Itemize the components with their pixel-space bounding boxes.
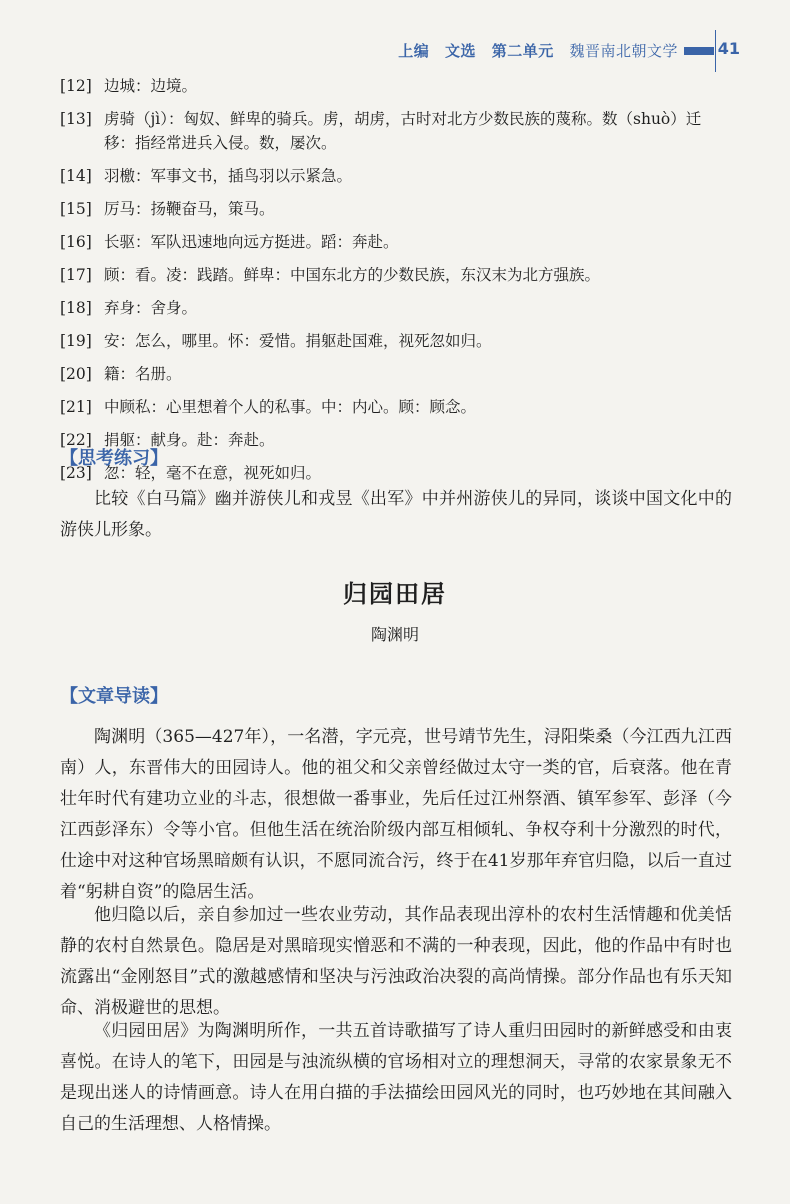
footnote-number: [13] [60, 110, 92, 128]
footnote-text: 捐躯：献身。赴：奔赴。 [104, 431, 275, 449]
footnote-text: 边城：边境。 [104, 77, 198, 95]
footnote-text: 虏骑（jì）：匈奴、鲜卑的骑兵。虏，胡虏，古时对北方少数民族的蔑称。数（shuò）迁移：指经常进兵入侵。数，屡次。 [104, 110, 702, 152]
footnote-text: 顾：看。凌：践踏。鲜卑：中国东北方的少数民族，东汉末为北方强族。 [104, 266, 601, 284]
footnote-number: [12] [60, 77, 92, 95]
footnote-text: 羽檄：军事文书，插鸟羽以示紧急。 [104, 167, 353, 185]
guide-paragraph-1: 陶渊明（365—427年），一名潜，字元亮，世号靖节先生，浔阳柴桑（今江西九江西南）人，东晋伟大的田园诗人。他的祖父和父亲曾经做过太守一类的官，后衰落。他在青壮年时代有建功立业的斗志，很想做一番事业，先后任过江州祭酒、镇军参军、彭泽（今江西彭泽东）令等小官。但他生活在统治阶级内部互相倾轧、争权夺利十分激烈的时代，仕途中对这种官场黑暗颇有认识，不愿同流合污，终于在41岁那年弃官归隐，以后一直过着“躬耕自资”的隐居生活。 [60, 727, 732, 902]
footnote-number: [16] [60, 233, 92, 251]
header-unit: 第二单元 [491, 42, 554, 60]
footnote-number: [20] [60, 365, 92, 383]
footnote-number: [22] [60, 431, 92, 449]
footnote-number: [21] [60, 398, 92, 416]
header-section: 文选 [444, 42, 476, 60]
guide-heading: 【文章导读】 [60, 686, 168, 707]
footnote-text: 忽：轻，毫不在意，视死如归。 [104, 464, 322, 482]
footnote-item [60, 362, 730, 386]
footnote-text: 厉马：扬鞭奋马，策马。 [104, 200, 275, 218]
footnote-item [60, 329, 730, 353]
footnote-item [60, 74, 730, 98]
poem-author: 陶渊明 [370, 625, 419, 644]
exercise-heading: 【思考练习】 [60, 448, 168, 469]
footnote-text: 中顾私：心里想着个人的私事。中：内心。顾：顾念。 [104, 398, 477, 416]
guide-paragraph-3: 《归园田居》为陶渊明所作，一共五首诗歌描写了诗人重归田园时的新鲜感受和由衷喜悦。在诗人的笔下，田园是与浊流纵横的官场相对立的理想洞天，寻常的农家景象无不是现出迷人的诗情画意。诗人在用白描的手法描绘田园风光的同时，也巧妙地在其间融入自己的生活理想、人格情操。 [60, 1021, 732, 1134]
footnote-number: [23] [60, 464, 92, 482]
footnote-number: [14] [60, 167, 92, 185]
footnote-text: 安：怎么，哪里。怀：爱惜。捐躯赴国难，视死忽如归。 [104, 332, 492, 350]
page-number: 41 [717, 39, 740, 58]
footnote-item [60, 395, 730, 419]
header-series: 魏晋南北朝文学 [569, 42, 678, 60]
footnote-text: 弃身：舍身。 [104, 299, 198, 317]
header-divider [715, 30, 716, 72]
footnote-item [60, 107, 730, 155]
footnote-number: [18] [60, 299, 92, 317]
footnote-text: 籍：名册。 [104, 365, 182, 383]
exercise-text: 比较《白马篇》幽并游侠儿和戎昱《出军》中并州游侠儿的异同，谈谈中国文化中的游侠儿形象。 [60, 489, 732, 540]
footnotes-list [60, 74, 730, 494]
header-part: 上编 [398, 42, 430, 60]
running-header [0, 30, 790, 70]
footnote-item [60, 197, 730, 221]
footnote-number: [15] [60, 200, 92, 218]
footnote-item [60, 296, 730, 320]
footnote-item [60, 230, 730, 254]
header-accent-bar [684, 47, 714, 55]
footnote-item [60, 263, 730, 287]
guide-paragraph-2: 他归隐以后，亲自参加过一些农业劳动，其作品表现出淳朴的农村生活情趣和优美恬静的农村自然景色。隐居是对黑暗现实憎恶和不满的一种表现，因此，他的作品中有时也流露出“金刚怒目”式的激越感情和坚决与污浊政治决裂的高尚情操。部分作品也有乐天知命、消极避世的思想。 [60, 905, 732, 1018]
footnote-item [60, 164, 730, 188]
header-breadcrumb [388, 40, 678, 61]
footnote-number: [17] [60, 266, 92, 284]
footnote-text: 长驱：军队迅速地向远方挺进。蹈：奔赴。 [104, 233, 399, 251]
poem-title: 归园田居 [343, 580, 447, 608]
footnote-number: [19] [60, 332, 92, 350]
